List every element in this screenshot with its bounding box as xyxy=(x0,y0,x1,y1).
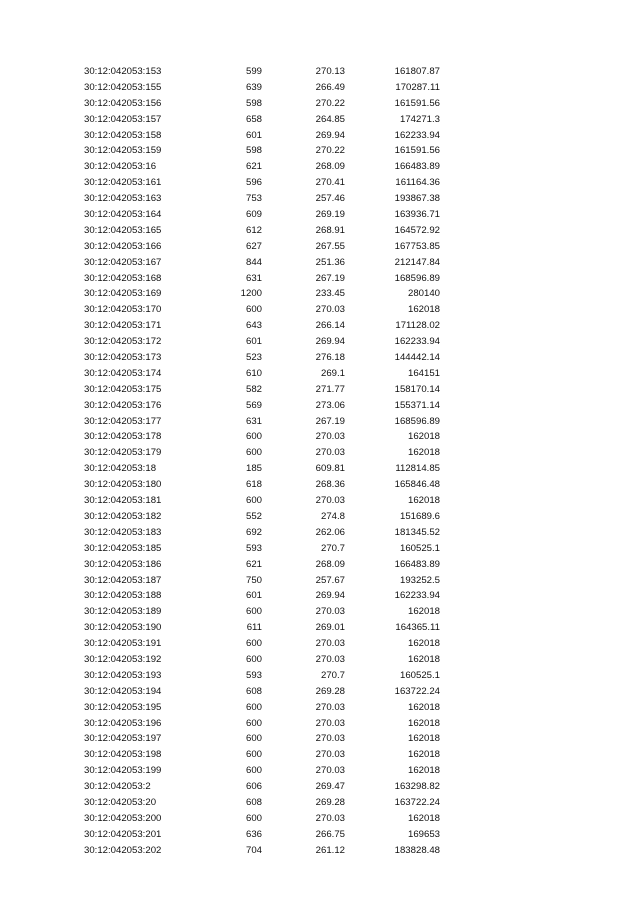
value-cell: 163722.24 xyxy=(394,796,440,808)
cadastral-number-cell: 30:12:042053:183 xyxy=(84,526,162,538)
area-cell: 750 xyxy=(245,574,262,586)
area-cell: 600 xyxy=(245,431,262,443)
area-cell: 600 xyxy=(245,701,262,713)
value-cell: 158170.14 xyxy=(394,383,440,395)
table-row xyxy=(0,573,640,589)
rate-cell: 270.03 xyxy=(315,606,345,618)
value-cell: 193867.38 xyxy=(394,193,440,205)
rate-cell: 251.36 xyxy=(315,256,345,268)
cadastral-number-cell: 30:12:042053:156 xyxy=(84,97,162,109)
rate-cell: 233.45 xyxy=(315,288,345,300)
area-cell: 658 xyxy=(245,113,262,125)
area-cell: 523 xyxy=(245,352,262,364)
rate-cell: 268.36 xyxy=(315,479,345,491)
area-cell: 606 xyxy=(245,781,262,793)
area-cell: 600 xyxy=(245,749,262,761)
table-row xyxy=(0,80,640,96)
cadastral-number-cell: 30:12:042053:185 xyxy=(84,542,162,554)
value-cell: 162018 xyxy=(407,701,440,713)
value-cell: 280140 xyxy=(407,288,440,300)
table-row xyxy=(0,795,640,811)
value-cell: 112814.85 xyxy=(395,463,440,475)
area-cell: 593 xyxy=(245,669,262,681)
area-cell: 593 xyxy=(245,542,262,554)
table-row xyxy=(0,700,640,716)
area-cell: 844 xyxy=(245,256,262,268)
table-row xyxy=(0,271,640,287)
area-cell: 600 xyxy=(245,812,262,824)
table-row xyxy=(0,175,640,191)
cadastral-number-cell: 30:12:042053:194 xyxy=(84,685,162,697)
cadastral-number-cell: 30:12:042053:174 xyxy=(84,367,162,379)
table-row xyxy=(0,128,640,144)
value-cell: 163722.24 xyxy=(394,685,440,697)
cadastral-number-cell: 30:12:042053:178 xyxy=(84,431,162,443)
table-row xyxy=(0,64,640,80)
cadastral-number-cell: 30:12:042053:155 xyxy=(84,81,162,93)
rate-cell: 269.01 xyxy=(315,622,345,634)
value-cell: 144442.14 xyxy=(394,352,440,364)
table-row xyxy=(0,763,640,779)
value-cell: 163936.71 xyxy=(394,209,440,221)
cadastral-number-cell: 30:12:042053:163 xyxy=(84,193,162,205)
cadastral-number-cell: 30:12:042053:199 xyxy=(84,765,162,777)
value-cell: 169653 xyxy=(407,828,440,840)
table-row xyxy=(0,159,640,175)
rate-cell: 270.03 xyxy=(315,431,345,443)
cadastral-number-cell: 30:12:042053:157 xyxy=(84,113,162,125)
table-row xyxy=(0,429,640,445)
area-cell: 600 xyxy=(245,606,262,618)
cadastral-number-cell: 30:12:042053:200 xyxy=(84,812,162,824)
value-cell: 162233.94 xyxy=(394,590,440,602)
value-cell: 160525.1 xyxy=(399,542,440,554)
value-cell: 155371.14 xyxy=(394,399,440,411)
area-cell: 608 xyxy=(245,685,262,697)
table-row xyxy=(0,604,640,620)
value-cell: 162018 xyxy=(407,431,440,443)
table-row xyxy=(0,318,640,334)
rate-cell: 270.03 xyxy=(315,653,345,665)
table-row xyxy=(0,223,640,239)
area-cell: 621 xyxy=(245,558,262,570)
area-cell: 611 xyxy=(246,622,262,634)
cadastral-number-cell: 30:12:042053:191 xyxy=(84,638,162,650)
table-row xyxy=(0,811,640,827)
rate-cell: 268.09 xyxy=(315,161,345,173)
area-cell: 582 xyxy=(245,383,262,395)
cadastral-number-cell: 30:12:042053:173 xyxy=(84,352,162,364)
rate-cell: 270.41 xyxy=(315,177,345,189)
table-row xyxy=(0,239,640,255)
area-cell: 600 xyxy=(245,653,262,665)
cadastral-number-cell: 30:12:042053:171 xyxy=(84,320,162,332)
area-cell: 600 xyxy=(245,733,262,745)
value-cell: 162018 xyxy=(407,638,440,650)
table-row xyxy=(0,191,640,207)
cadastral-number-cell: 30:12:042053:158 xyxy=(84,129,162,141)
area-cell: 601 xyxy=(245,336,262,348)
table-row xyxy=(0,525,640,541)
rate-cell: 269.1 xyxy=(320,367,345,379)
area-cell: 601 xyxy=(245,590,262,602)
cadastral-number-cell: 30:12:042053:181 xyxy=(84,495,162,507)
cadastral-number-cell: 30:12:042053:187 xyxy=(84,574,162,586)
value-cell: 162233.94 xyxy=(394,336,440,348)
value-cell: 167753.85 xyxy=(394,240,440,252)
table-row xyxy=(0,302,640,318)
rate-cell: 270.13 xyxy=(315,66,345,77)
table-row xyxy=(0,112,640,128)
rate-cell: 270.03 xyxy=(315,638,345,650)
cadastral-number-cell: 30:12:042053:182 xyxy=(84,510,162,522)
area-cell: 599 xyxy=(245,66,262,77)
rate-cell: 270.03 xyxy=(315,495,345,507)
cadastral-number-cell: 30:12:042053:166 xyxy=(84,240,162,252)
table-row xyxy=(0,779,640,795)
rate-cell: 270.22 xyxy=(315,97,345,109)
cadastral-number-cell: 30:12:042053:175 xyxy=(84,383,162,395)
value-cell: 162018 xyxy=(407,304,440,316)
cadastral-number-cell: 30:12:042053:186 xyxy=(84,558,162,570)
rate-cell: 267.55 xyxy=(315,240,345,252)
value-cell: 161807.87 xyxy=(394,66,440,77)
table-row xyxy=(0,414,640,430)
cadastral-number-cell: 30:12:042053:161 xyxy=(84,177,162,189)
area-cell: 692 xyxy=(245,526,262,538)
area-cell: 600 xyxy=(245,447,262,459)
table-row xyxy=(0,668,640,684)
cadastral-number-cell: 30:12:042053:193 xyxy=(84,669,162,681)
cadastral-number-cell: 30:12:042053:167 xyxy=(84,256,162,268)
cadastral-number-cell: 30:12:042053:18 xyxy=(84,463,157,475)
area-cell: 639 xyxy=(245,81,262,93)
value-cell: 160525.1 xyxy=(399,669,440,681)
value-cell: 161164.36 xyxy=(395,177,440,189)
rate-cell: 269.19 xyxy=(315,209,345,221)
cadastral-number-cell: 30:12:042053:165 xyxy=(84,224,162,236)
area-cell: 618 xyxy=(245,479,262,491)
cadastral-number-cell: 30:12:042053:177 xyxy=(84,415,162,427)
rate-cell: 270.03 xyxy=(315,749,345,761)
rate-cell: 257.46 xyxy=(315,193,345,205)
table-row xyxy=(0,461,640,477)
value-cell: 162018 xyxy=(407,447,440,459)
area-cell: 610 xyxy=(245,367,262,379)
rate-cell: 269.94 xyxy=(315,590,345,602)
value-cell: 161591.56 xyxy=(394,97,440,109)
value-cell: 162018 xyxy=(407,653,440,665)
value-cell: 174271.3 xyxy=(399,113,440,125)
rate-cell: 269.94 xyxy=(315,336,345,348)
area-cell: 1200 xyxy=(240,288,262,300)
rate-cell: 267.19 xyxy=(315,415,345,427)
cadastral-number-cell: 30:12:042053:188 xyxy=(84,590,162,602)
table-row xyxy=(0,652,640,668)
area-cell: 600 xyxy=(245,304,262,316)
cadastral-number-cell: 30:12:042053:2 xyxy=(84,781,151,793)
rate-cell: 268.91 xyxy=(315,224,345,236)
value-cell: 161591.56 xyxy=(394,145,440,157)
rate-cell: 270.7 xyxy=(320,669,345,681)
area-cell: 600 xyxy=(245,638,262,650)
area-cell: 621 xyxy=(245,161,262,173)
table-row xyxy=(0,493,640,509)
table-row xyxy=(0,350,640,366)
table-row xyxy=(0,286,640,302)
cadastral-number-cell: 30:12:042053:190 xyxy=(84,622,162,634)
area-cell: 704 xyxy=(245,844,262,856)
value-cell: 162018 xyxy=(407,717,440,729)
cadastral-number-cell: 30:12:042053:196 xyxy=(84,717,162,729)
value-cell: 168596.89 xyxy=(394,272,440,284)
value-cell: 164572.92 xyxy=(394,224,440,236)
area-cell: 600 xyxy=(245,495,262,507)
value-cell: 163298.82 xyxy=(394,781,440,793)
rate-cell: 264.85 xyxy=(315,113,345,125)
table-row xyxy=(0,588,640,604)
cadastral-number-cell: 30:12:042053:164 xyxy=(84,209,162,221)
table-row xyxy=(0,477,640,493)
rate-cell: 270.03 xyxy=(315,717,345,729)
area-cell: 636 xyxy=(245,828,262,840)
area-cell: 569 xyxy=(245,399,262,411)
cadastral-number-cell: 30:12:042053:170 xyxy=(84,304,162,316)
value-cell: 151689.6 xyxy=(399,510,440,522)
rate-cell: 273.06 xyxy=(315,399,345,411)
table-row xyxy=(0,636,640,652)
rate-cell: 269.28 xyxy=(315,796,345,808)
rate-cell: 270.03 xyxy=(315,447,345,459)
area-cell: 598 xyxy=(245,145,262,157)
value-cell: 170287.11 xyxy=(395,81,440,93)
table-row xyxy=(0,716,640,732)
area-cell: 753 xyxy=(245,193,262,205)
area-cell: 643 xyxy=(245,320,262,332)
table-row xyxy=(0,509,640,525)
area-cell: 631 xyxy=(245,415,262,427)
cadastral-number-cell: 30:12:042053:202 xyxy=(84,844,162,856)
table-row xyxy=(0,557,640,573)
rate-cell: 269.94 xyxy=(315,129,345,141)
table-row xyxy=(0,684,640,700)
value-cell: 166483.89 xyxy=(394,161,440,173)
table-row xyxy=(0,398,640,414)
area-cell: 609 xyxy=(245,209,262,221)
value-cell: 162233.94 xyxy=(394,129,440,141)
table-row xyxy=(0,143,640,159)
rate-cell: 269.28 xyxy=(315,685,345,697)
cadastral-number-cell: 30:12:042053:201 xyxy=(84,828,162,840)
rate-cell: 271.77 xyxy=(315,383,345,395)
area-cell: 627 xyxy=(245,240,262,252)
rate-cell: 267.19 xyxy=(315,272,345,284)
table-row xyxy=(0,255,640,271)
area-cell: 600 xyxy=(245,765,262,777)
table-row xyxy=(0,731,640,747)
rate-cell: 270.03 xyxy=(315,304,345,316)
rate-cell: 269.47 xyxy=(315,781,345,793)
table-row xyxy=(0,843,640,859)
rate-cell: 270.03 xyxy=(315,765,345,777)
rate-cell: 274.8 xyxy=(320,510,345,522)
value-cell: 162018 xyxy=(407,749,440,761)
table-row xyxy=(0,334,640,350)
cadastral-number-cell: 30:12:042053:168 xyxy=(84,272,162,284)
value-cell: 166483.89 xyxy=(394,558,440,570)
table-row xyxy=(0,541,640,557)
cadastral-number-cell: 30:12:042053:195 xyxy=(84,701,162,713)
area-cell: 600 xyxy=(245,717,262,729)
rate-cell: 270.22 xyxy=(315,145,345,157)
rate-cell: 262.06 xyxy=(315,526,345,538)
table-row xyxy=(0,96,640,112)
area-cell: 185 xyxy=(245,463,262,475)
area-cell: 598 xyxy=(245,97,262,109)
cadastral-number-cell: 30:12:042053:180 xyxy=(84,479,162,491)
cadastral-number-cell: 30:12:042053:153 xyxy=(84,66,162,77)
value-cell: 171128.02 xyxy=(395,320,440,332)
rate-cell: 261.12 xyxy=(315,844,345,856)
cadastral-number-cell: 30:12:042053:172 xyxy=(84,336,162,348)
cadastral-number-cell: 30:12:042053:176 xyxy=(84,399,162,411)
data-table xyxy=(0,64,640,859)
value-cell: 168596.89 xyxy=(394,415,440,427)
value-cell: 162018 xyxy=(407,812,440,824)
value-cell: 165846.48 xyxy=(394,479,440,491)
value-cell: 181345.52 xyxy=(394,526,440,538)
area-cell: 601 xyxy=(245,129,262,141)
value-cell: 183828.48 xyxy=(394,844,440,856)
value-cell: 162018 xyxy=(407,765,440,777)
cadastral-number-cell: 30:12:042053:198 xyxy=(84,749,162,761)
area-cell: 608 xyxy=(245,796,262,808)
area-cell: 596 xyxy=(245,177,262,189)
table-row xyxy=(0,620,640,636)
cadastral-number-cell: 30:12:042053:159 xyxy=(84,145,162,157)
rate-cell: 270.03 xyxy=(315,812,345,824)
rate-cell: 270.03 xyxy=(315,733,345,745)
value-cell: 164365.11 xyxy=(395,622,440,634)
value-cell: 162018 xyxy=(407,733,440,745)
cadastral-number-cell: 30:12:042053:192 xyxy=(84,653,162,665)
area-cell: 612 xyxy=(245,224,262,236)
table-row xyxy=(0,207,640,223)
table-row xyxy=(0,382,640,398)
area-cell: 552 xyxy=(245,510,262,522)
rate-cell: 257.67 xyxy=(315,574,345,586)
cadastral-number-cell: 30:12:042053:16 xyxy=(84,161,157,173)
value-cell: 164151 xyxy=(407,367,440,379)
rate-cell: 609.81 xyxy=(315,463,345,475)
cadastral-number-cell: 30:12:042053:189 xyxy=(84,606,162,618)
table-row xyxy=(0,445,640,461)
value-cell: 212147.84 xyxy=(394,256,440,268)
area-cell: 631 xyxy=(245,272,262,284)
value-cell: 193252.5 xyxy=(399,574,440,586)
rate-cell: 266.14 xyxy=(315,320,345,332)
cadastral-number-cell: 30:12:042053:179 xyxy=(84,447,162,459)
cadastral-number-cell: 30:12:042053:197 xyxy=(84,733,162,745)
table-row xyxy=(0,747,640,763)
rate-cell: 266.75 xyxy=(315,828,345,840)
rate-cell: 270.03 xyxy=(315,701,345,713)
value-cell: 162018 xyxy=(407,606,440,618)
cadastral-number-cell: 30:12:042053:20 xyxy=(84,796,157,808)
rate-cell: 268.09 xyxy=(315,558,345,570)
rate-cell: 270.7 xyxy=(320,542,345,554)
rate-cell: 266.49 xyxy=(315,81,345,93)
table-row xyxy=(0,827,640,843)
value-cell: 162018 xyxy=(407,495,440,507)
rate-cell: 276.18 xyxy=(315,352,345,364)
cadastral-number-cell: 30:12:042053:169 xyxy=(84,288,162,300)
table-row xyxy=(0,366,640,382)
